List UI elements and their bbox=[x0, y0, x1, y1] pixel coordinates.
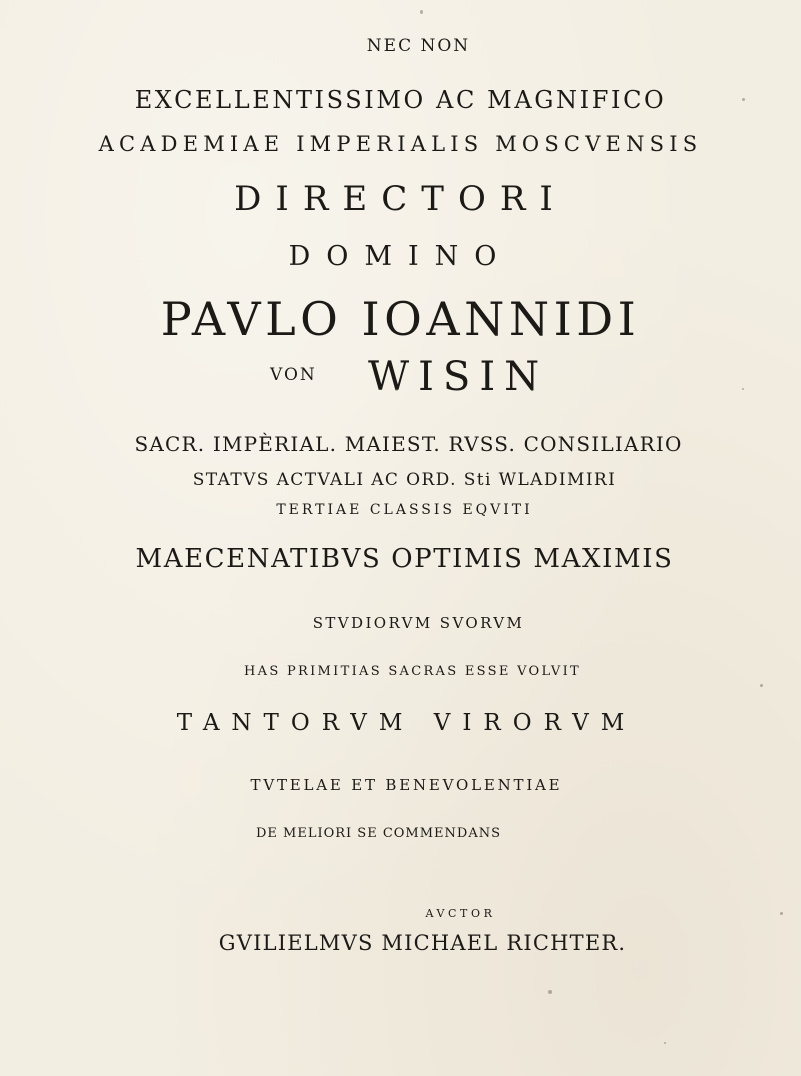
nobility-particle: VON bbox=[270, 365, 317, 385]
paper-speck bbox=[548, 990, 552, 994]
paper-speck bbox=[760, 684, 763, 687]
paper-speck bbox=[664, 1042, 666, 1044]
institution-line: ACADEMIAE IMPERIALIS MOSCVENSIS bbox=[98, 132, 703, 156]
paper-speck bbox=[395, 388, 398, 391]
primitias-line: HAS PRIMITIAS SACRAS ESSE VOLVIT bbox=[244, 664, 581, 679]
dedicatee-surname: WISIN bbox=[368, 354, 549, 400]
heading-nec-non: NEC NON bbox=[366, 36, 471, 56]
title-directori: DIRECTORI bbox=[234, 179, 567, 219]
paper-speck bbox=[742, 388, 744, 390]
order-class-line: TERTIAE CLASSIS EQVITI bbox=[276, 502, 533, 518]
dedicatee-name: PAVLO IOANNIDI bbox=[160, 292, 641, 346]
title-domino: DOMINO bbox=[288, 241, 513, 272]
dedicatee-surname-line bbox=[0, 354, 801, 400]
honorific-line: EXCELLENTISSIMO AC MAGNIFICO bbox=[134, 86, 667, 114]
office-line: SACR. IMPÈRIAL. MAIEST. RVSS. CONSILIARIO bbox=[134, 432, 683, 456]
author-label: AVCTOR bbox=[425, 907, 496, 920]
order-line: STATVS ACTVALI AC ORD. Sti WLADIMIRI bbox=[192, 470, 617, 490]
author-name: GVILIELMVS MICHAEL RICHTER. bbox=[218, 931, 627, 955]
commendans-line: DE MELIORI SE COMMENDANS bbox=[255, 826, 502, 841]
paper-speck bbox=[780, 912, 783, 915]
tutelage-line: TVTELAE ET BENEVOLENTIAE bbox=[250, 776, 563, 794]
patrons-line: MAECENATIBVS OPTIMIS MAXIMIS bbox=[135, 544, 674, 574]
paper-speck bbox=[420, 10, 423, 14]
paper-speck bbox=[742, 98, 745, 101]
tantorvm-line: TANTORVM VIRORVM bbox=[176, 710, 637, 736]
studies-line: STVDIORVM SVORVM bbox=[312, 614, 525, 632]
